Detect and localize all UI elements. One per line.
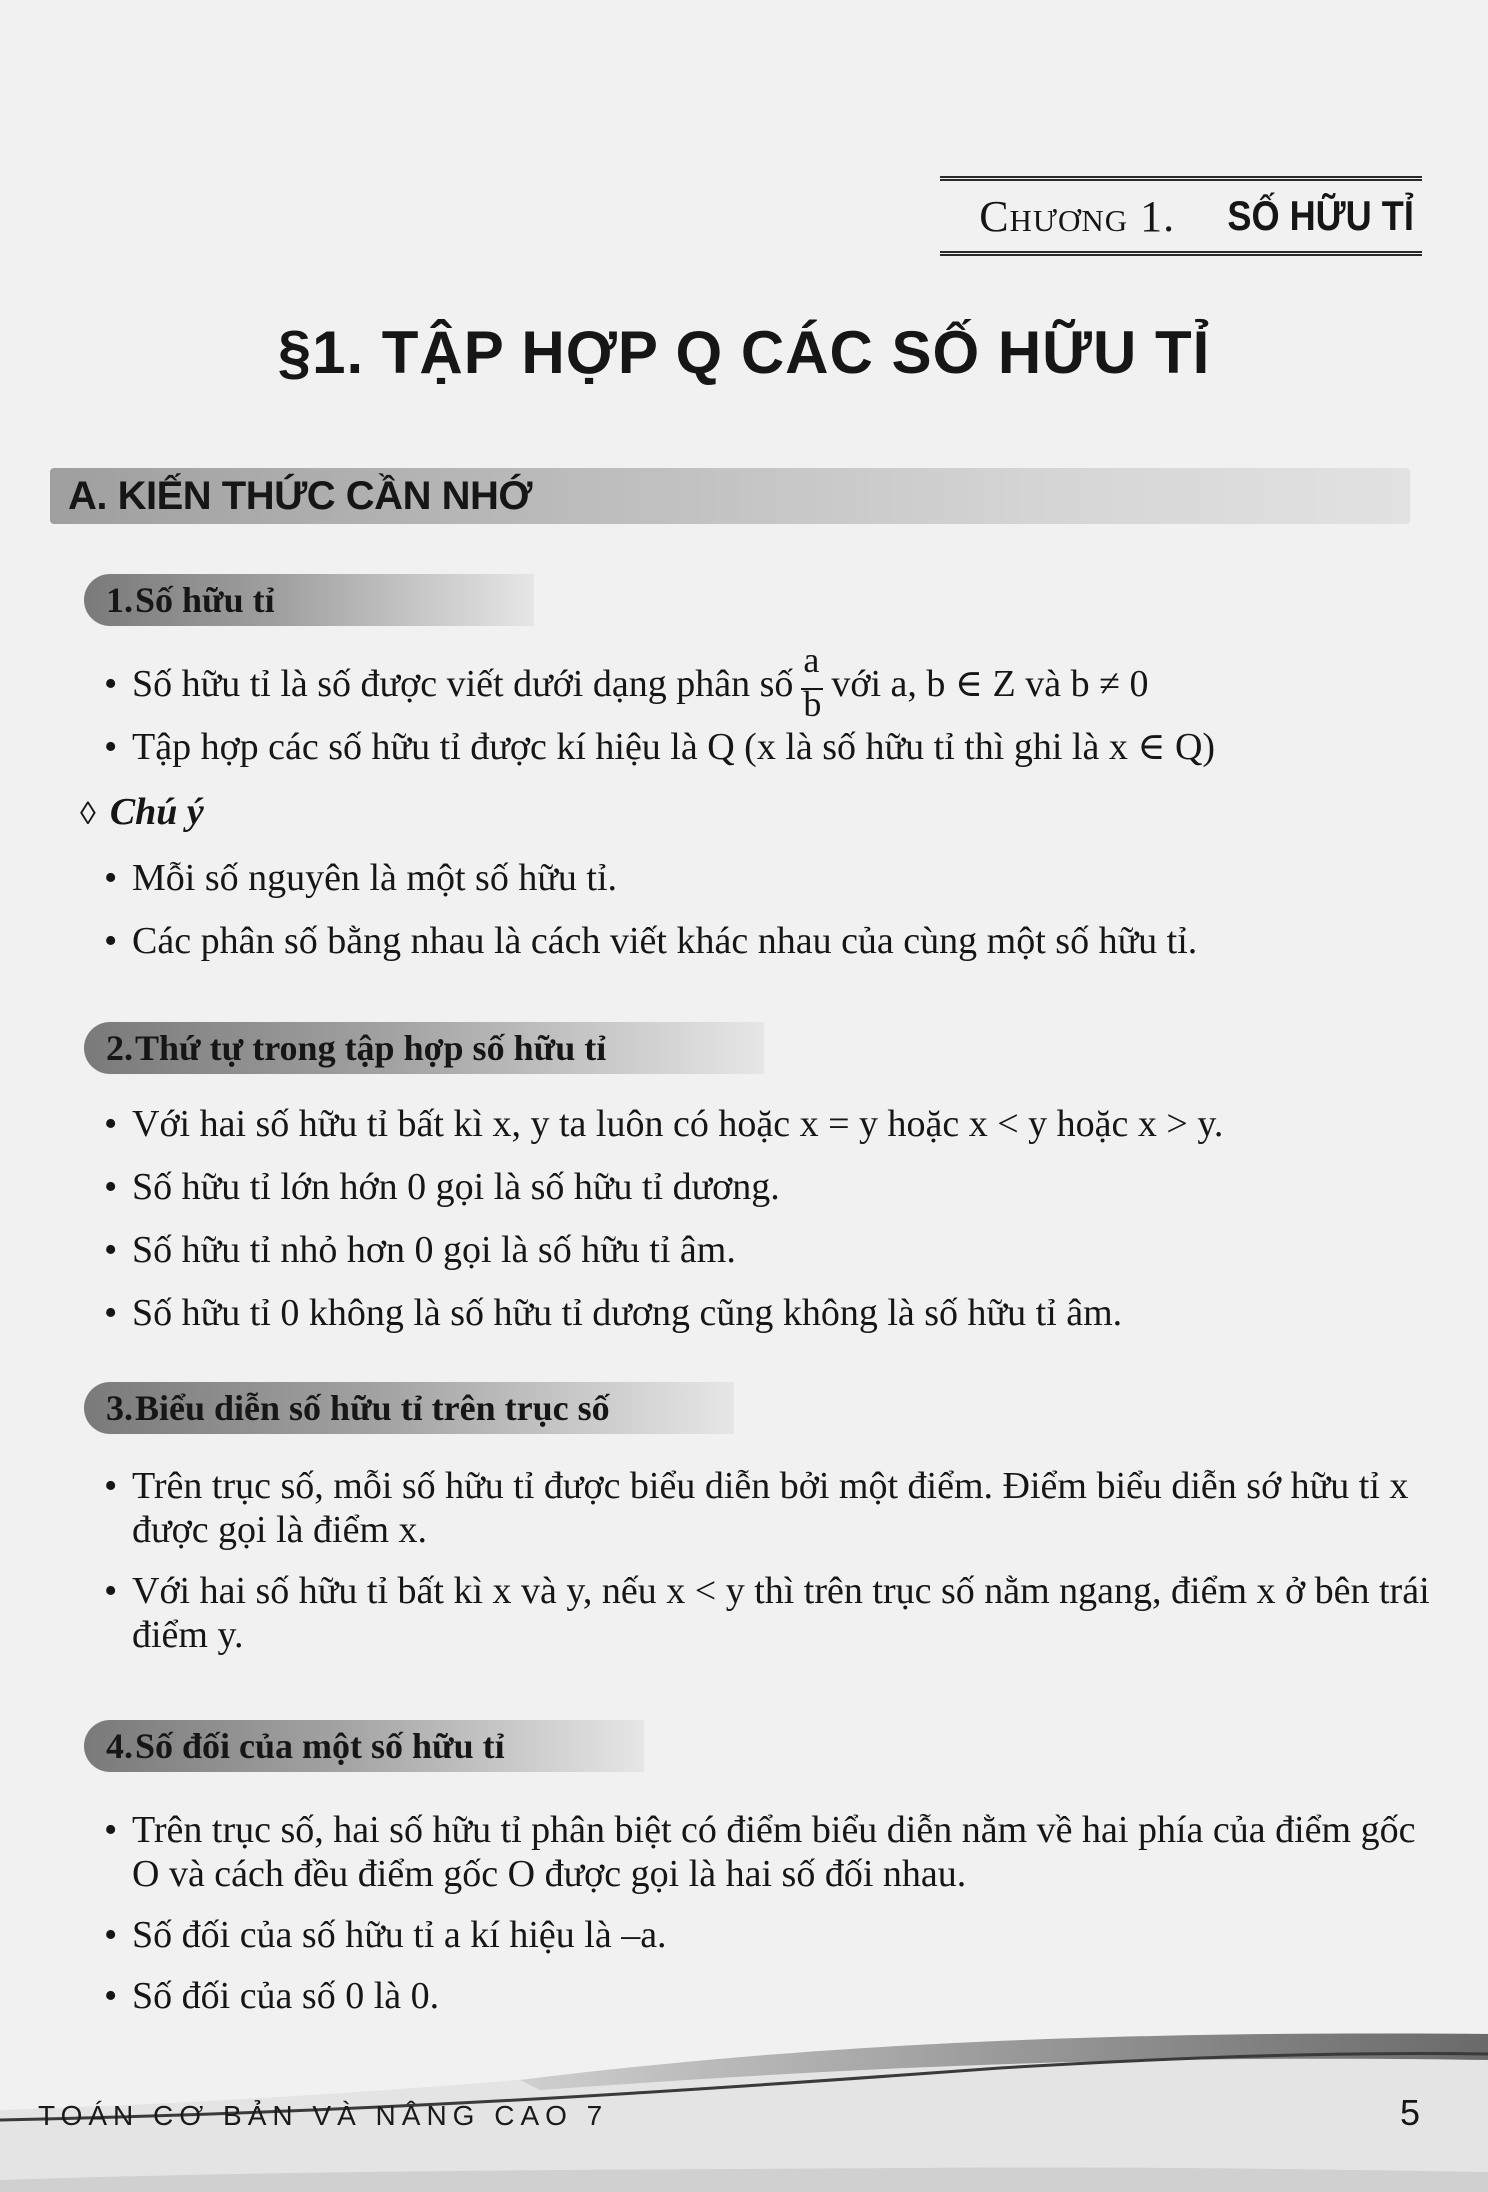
subsection-4-list — [104, 1808, 1434, 2035]
lesson-title: §1. TẬP HỢP Q CÁC SỐ HỮU TỈ — [277, 319, 1211, 386]
subsection-3-list — [104, 1464, 1434, 1674]
subsection-4-header — [84, 1720, 644, 1772]
subsection-2-title: Thứ tự trong tập hợp số hữu tỉ — [135, 1028, 607, 1068]
list-item: • Số hữu tỉ 0 không là số hữu tỉ dương cũng không là số hữu tỉ âm. — [104, 1291, 1434, 1335]
footer-book-title: TOÁN CƠ BẢN VÀ NÂNG CAO 7 — [38, 2100, 609, 2131]
diamond-icon: ◊ — [80, 795, 96, 831]
subsection-3-title: Biểu diễn số hữu tỉ trên trục số — [135, 1388, 610, 1428]
subsection-4-title: Số đối của một số hữu tỉ — [135, 1726, 505, 1766]
list-item: • Số đối của số hữu tỉ a kí hiệu là –a. — [104, 1913, 1434, 1957]
section-a-header — [50, 468, 1410, 524]
subsection-2-list — [104, 1102, 1434, 1354]
list-item: • Số hữu tỉ lớn hớn 0 gọi là số hữu tỉ dương. — [104, 1165, 1434, 1209]
subsection-3-header — [84, 1382, 734, 1434]
list-item: • Với hai số hữu tỉ bất kì x, y ta luôn có hoặc x = y hoặc x < y hoặc x > y. — [104, 1102, 1434, 1146]
list-item: • Với hai số hữu tỉ bất kì x và y, nếu x < y thì trên trục số nằm ngang, điểm x ở bên trái điểm y. — [104, 1569, 1434, 1657]
subsection-1-header — [84, 574, 534, 626]
list-item: • Số đối của số 0 là 0. — [104, 1974, 1434, 2018]
note-list — [104, 856, 1434, 982]
list-item: • Tập hợp các số hữu tỉ được kí hiệu là Q (x là số hữu tỉ thì ghi là x ∈ Q) — [104, 725, 1434, 769]
fraction-numerator: a — [803, 640, 820, 680]
section-a-title: A. KIẾN THỨC CẦN NHỚ — [68, 473, 532, 518]
note-heading — [80, 790, 204, 834]
subsection-3-number: 3. — [106, 1388, 133, 1428]
list-item: • Các phân số bằng nhau là cách viết khác nhau của cùng một số hữu tỉ. — [104, 919, 1434, 963]
list-item: • Trên trục số, mỗi số hữu tỉ được biểu diễn bởi một điểm. Điểm biểu diễn sớ hữu tỉ x được gọi là điểm x. — [104, 1464, 1434, 1552]
list-item: • Số hữu tỉ nhỏ hơn 0 gọi là số hữu tỉ âm. — [104, 1228, 1434, 1272]
bullet-text: với a, b ∈ Z và b ≠ 0 — [831, 663, 1149, 705]
bullet-text: Số hữu tỉ là số được viết dưới dạng phân số — [132, 663, 794, 705]
footer-page-number: 5 — [1399, 2092, 1420, 2133]
subsection-4-number: 4. — [106, 1726, 133, 1766]
list-item: • Mỗi số nguyên là một số hữu tỉ. — [104, 856, 1434, 900]
subsection-1-list — [104, 640, 1434, 788]
fraction-denominator: b — [803, 684, 822, 724]
subsection-2-number: 2. — [106, 1028, 133, 1068]
chapter-title: SỐ HỮU TỈ — [1227, 192, 1414, 239]
note-title: Chú ý — [109, 791, 204, 833]
list-item — [104, 640, 1434, 724]
subsection-2-header — [84, 1022, 764, 1074]
fraction-a-over-b — [799, 640, 825, 724]
chapter-header — [940, 176, 1422, 256]
subsection-1-number: 1. — [106, 580, 133, 620]
subsection-1-title: Số hữu tỉ — [135, 580, 275, 620]
chapter-label: Chương 1. — [979, 191, 1176, 241]
list-item: • Trên trục số, hai số hữu tỉ phân biệt có điểm biểu diễn nằm về hai phía của điểm gốc O và cách đều điểm gốc O được gọi là hai số đối nhau. — [104, 1808, 1434, 1896]
